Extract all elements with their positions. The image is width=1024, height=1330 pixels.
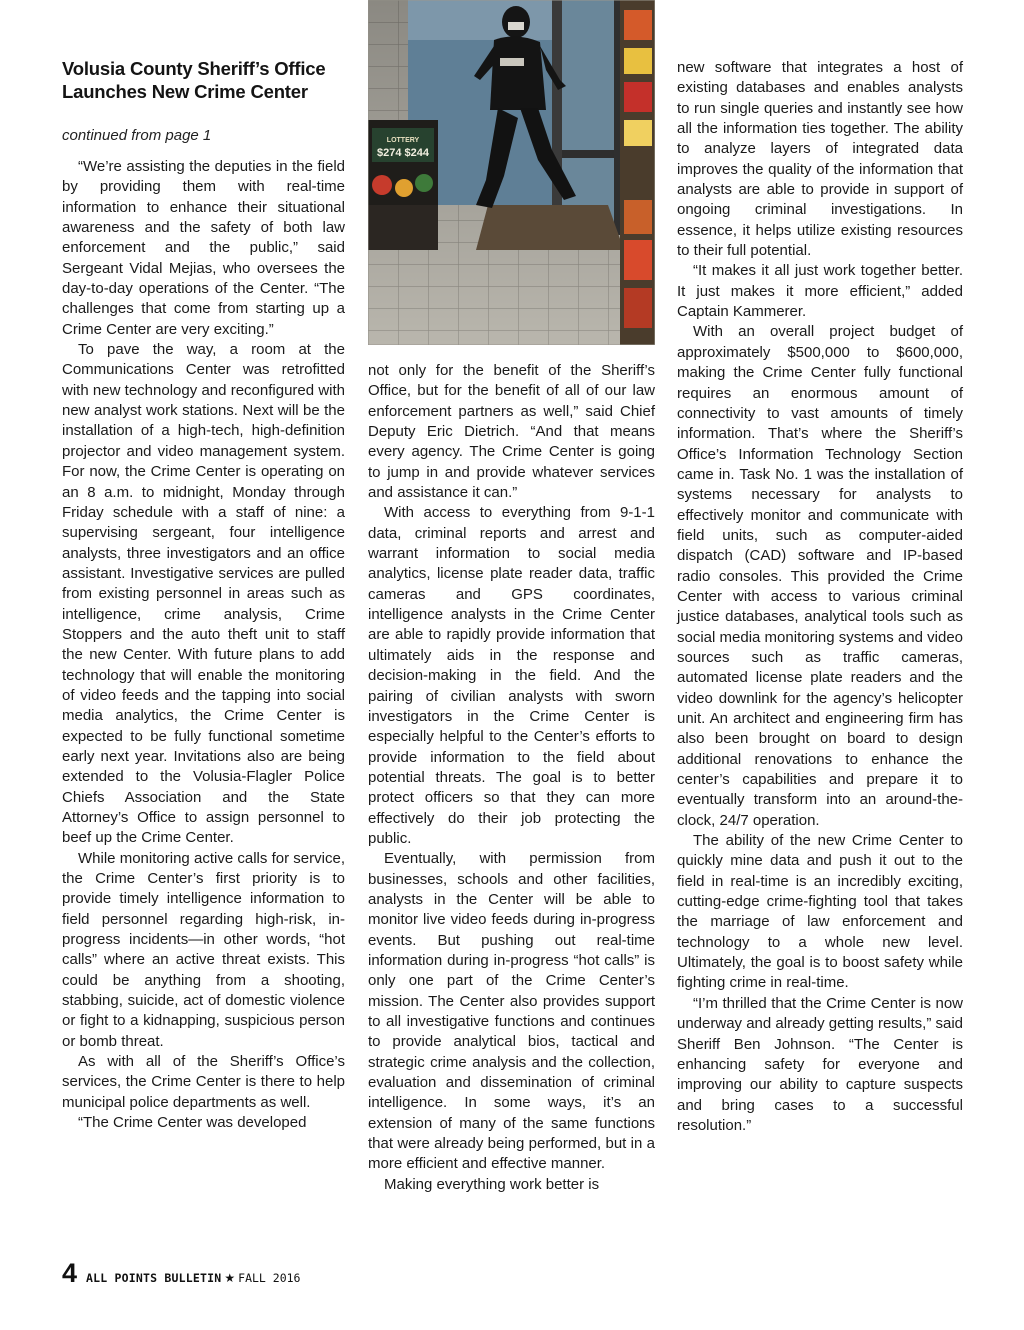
paragraph: While monitoring active calls for service, the Crime Center’s first priority is to provide timely intelligence information to field personnel regarding high-risk, in-progress incidents—in other words, “hot calls” where an active threat exists. This could be anything from a shooting, stabbing, suicide, act of domestic violence or fight to a kidnapping, suspicious person or bomb threat. xyxy=(62,849,345,1050)
publication-name: ALL POINTS BULLETIN xyxy=(86,1271,222,1285)
paragraph: To pave the way, a room at the Communications Center was retrofitted with new technology and reconfigured with new analyst work stations. Next will be the installation of a high-tech, high-definition projector and video management system. For now, the Crime Center is operating on an 8 a.m. to midnight, Monday through Friday schedule with a staff of nine: a supervising sergeant, four intelligence analysts, three investigators and an office assistant. Investigative services are pulled from existing personnel in areas such as intelligence, crime analysis, Crime Stoppers and the auto theft unit to staff the new Center. With future plans to add technology that will enable the monitoring of video feeds and the tapping into social media analytics, the Crime Center is expected to be fully functional sometime early next year. Invitations also are being extended to the Volusia-Flagler Police Chiefs Association and the State Attorney’s Office to assign personnel to beef up the Crime Center. xyxy=(62,341,345,847)
page-footer xyxy=(62,1260,300,1292)
paragraph: “It makes it all just work together better. It just makes it more efficient,” added Captain Kammerer. xyxy=(677,262,963,321)
article-title-line-1: Volusia County Sheriff’s Office xyxy=(62,58,326,79)
paragraph: The ability of the new Crime Center to quickly mine data and push it out to the field in real-time is an incredibly exciting, cutting-edge crime-fighting tool that takes the marriage of law enforcement and technology to a whole new level. Ultimately, the goal is to boost safety while fighting crime in real-time. xyxy=(677,832,963,992)
paragraph: not only for the benefit of the Sheriff’s Office, but for the benefit of all of our law enforcement partners as well,” said Chief Deputy Eric Dietrich. “And that means every agency. The Crime Center is going to jump in and provide whatever services and assistance it can.” xyxy=(368,362,655,502)
text-column-1 xyxy=(62,157,345,1134)
text-column-2 xyxy=(368,361,655,1195)
page-number: 4 xyxy=(62,1258,78,1288)
surveillance-photo xyxy=(368,0,655,345)
star-icon: ★ xyxy=(224,1271,236,1285)
footer-credit xyxy=(86,1269,300,1287)
paragraph: “I’m thrilled that the Crime Center is now underway and already getting results,” said Sheriff Ben Johnson. “The Center is enhancing safety for everyone and improving our ability to capture suspects and bring cases to a successful resolution.” xyxy=(677,994,963,1134)
paragraph: With an overall project budget of approximately $500,000 to $600,000, making the Crime Center fully functional requires an enormous amount of connectivity to vast amounts of timely information. That’s where the Sheriff’s Office’s Information Technology Section came in. Task No. 1 was the installation of systems necessary for analysts to effectively monitor and communicate with field units, such as computer-aided dispatch (CAD) software and IP-based radio consoles. This provided the Crime Center with access to various criminal justice databases, analytical tools such as social media monitoring systems and video sources such as traffic cameras, automated license plate readers and the video downlink for the agency’s helicopter unit. An architect and engineering firm has also been brought on board to design additional renovations to enhance the center’s capabilities and prepare it to eventually transform into an around-the-clock, 24/7 operation. xyxy=(677,323,963,829)
continued-note: continued from page 1 xyxy=(62,127,212,144)
paragraph: “We’re assisting the deputies in the field by providing them with real-time information to enhance their situational awareness and the safety of both law enforcement and the public,” said Sergeant Vidal Mejias, who oversees the day-to-day operations of the Center. “The challenges that come from starting up a Crime Center are very exciting.” xyxy=(62,158,345,338)
article-title xyxy=(62,57,362,103)
paragraph: With access to everything from 9-1-1 data, criminal reports and arrest and warrant information to social media analytics, license plate reader data, traffic cameras and GPS coordinates, intelligence analysts in the Crime Center are able to rapidly provide information that ultimately aids in the response and decision-making in the field. And the pairing of civilian analysts with sworn investigators in the Crime Center is especially helpful to the Center’s efforts to provide information to the field about potential threats. The goal is to better protect officers so that they can more effectively do their job protecting the public. xyxy=(368,504,655,847)
article-title-line-2: Launches New Crime Center xyxy=(62,81,308,102)
paragraph: Making everything work better is xyxy=(384,1175,600,1193)
price-sign-header: LOTTERY xyxy=(386,137,420,144)
paragraph: “The Crime Center was developed xyxy=(78,1114,307,1132)
paragraph: Eventually, with permission from businesses, schools and other facilities, analysts in the Center will be able to monitor live video feeds during in-progress events. But pushing out real-time information during in-progress “hot calls” is only one part of the Crime Center’s mission. The Center also provides support to all investigative functions and continues to provide analytical bios, tactical and strategic crime analysis and the collection, evaluation and dissemination of criminal intelligence. In some ways, it’s an extension of many of the same functions that were already being performed, but in a more efficient and effective manner. xyxy=(368,850,655,1173)
paragraph: As with all of the Sheriff’s Office’s services, the Crime Center is there to help municipal police departments as well. xyxy=(62,1053,345,1111)
text-column-3 xyxy=(677,58,963,1136)
price-sign-prices: $274 $244 xyxy=(377,147,429,159)
paragraph: new software that integrates a host of existing databases and enables analysts to run single queries and instantly see how all the information ties together. The ability to analyze layers of integrated data improves the quality of the information that analysts are able to provide in support of ongoing criminal investigations. In essence, it helps utilize existing resources to their full potential. xyxy=(677,59,963,260)
issue-label: FALL 2016 xyxy=(238,1271,301,1285)
